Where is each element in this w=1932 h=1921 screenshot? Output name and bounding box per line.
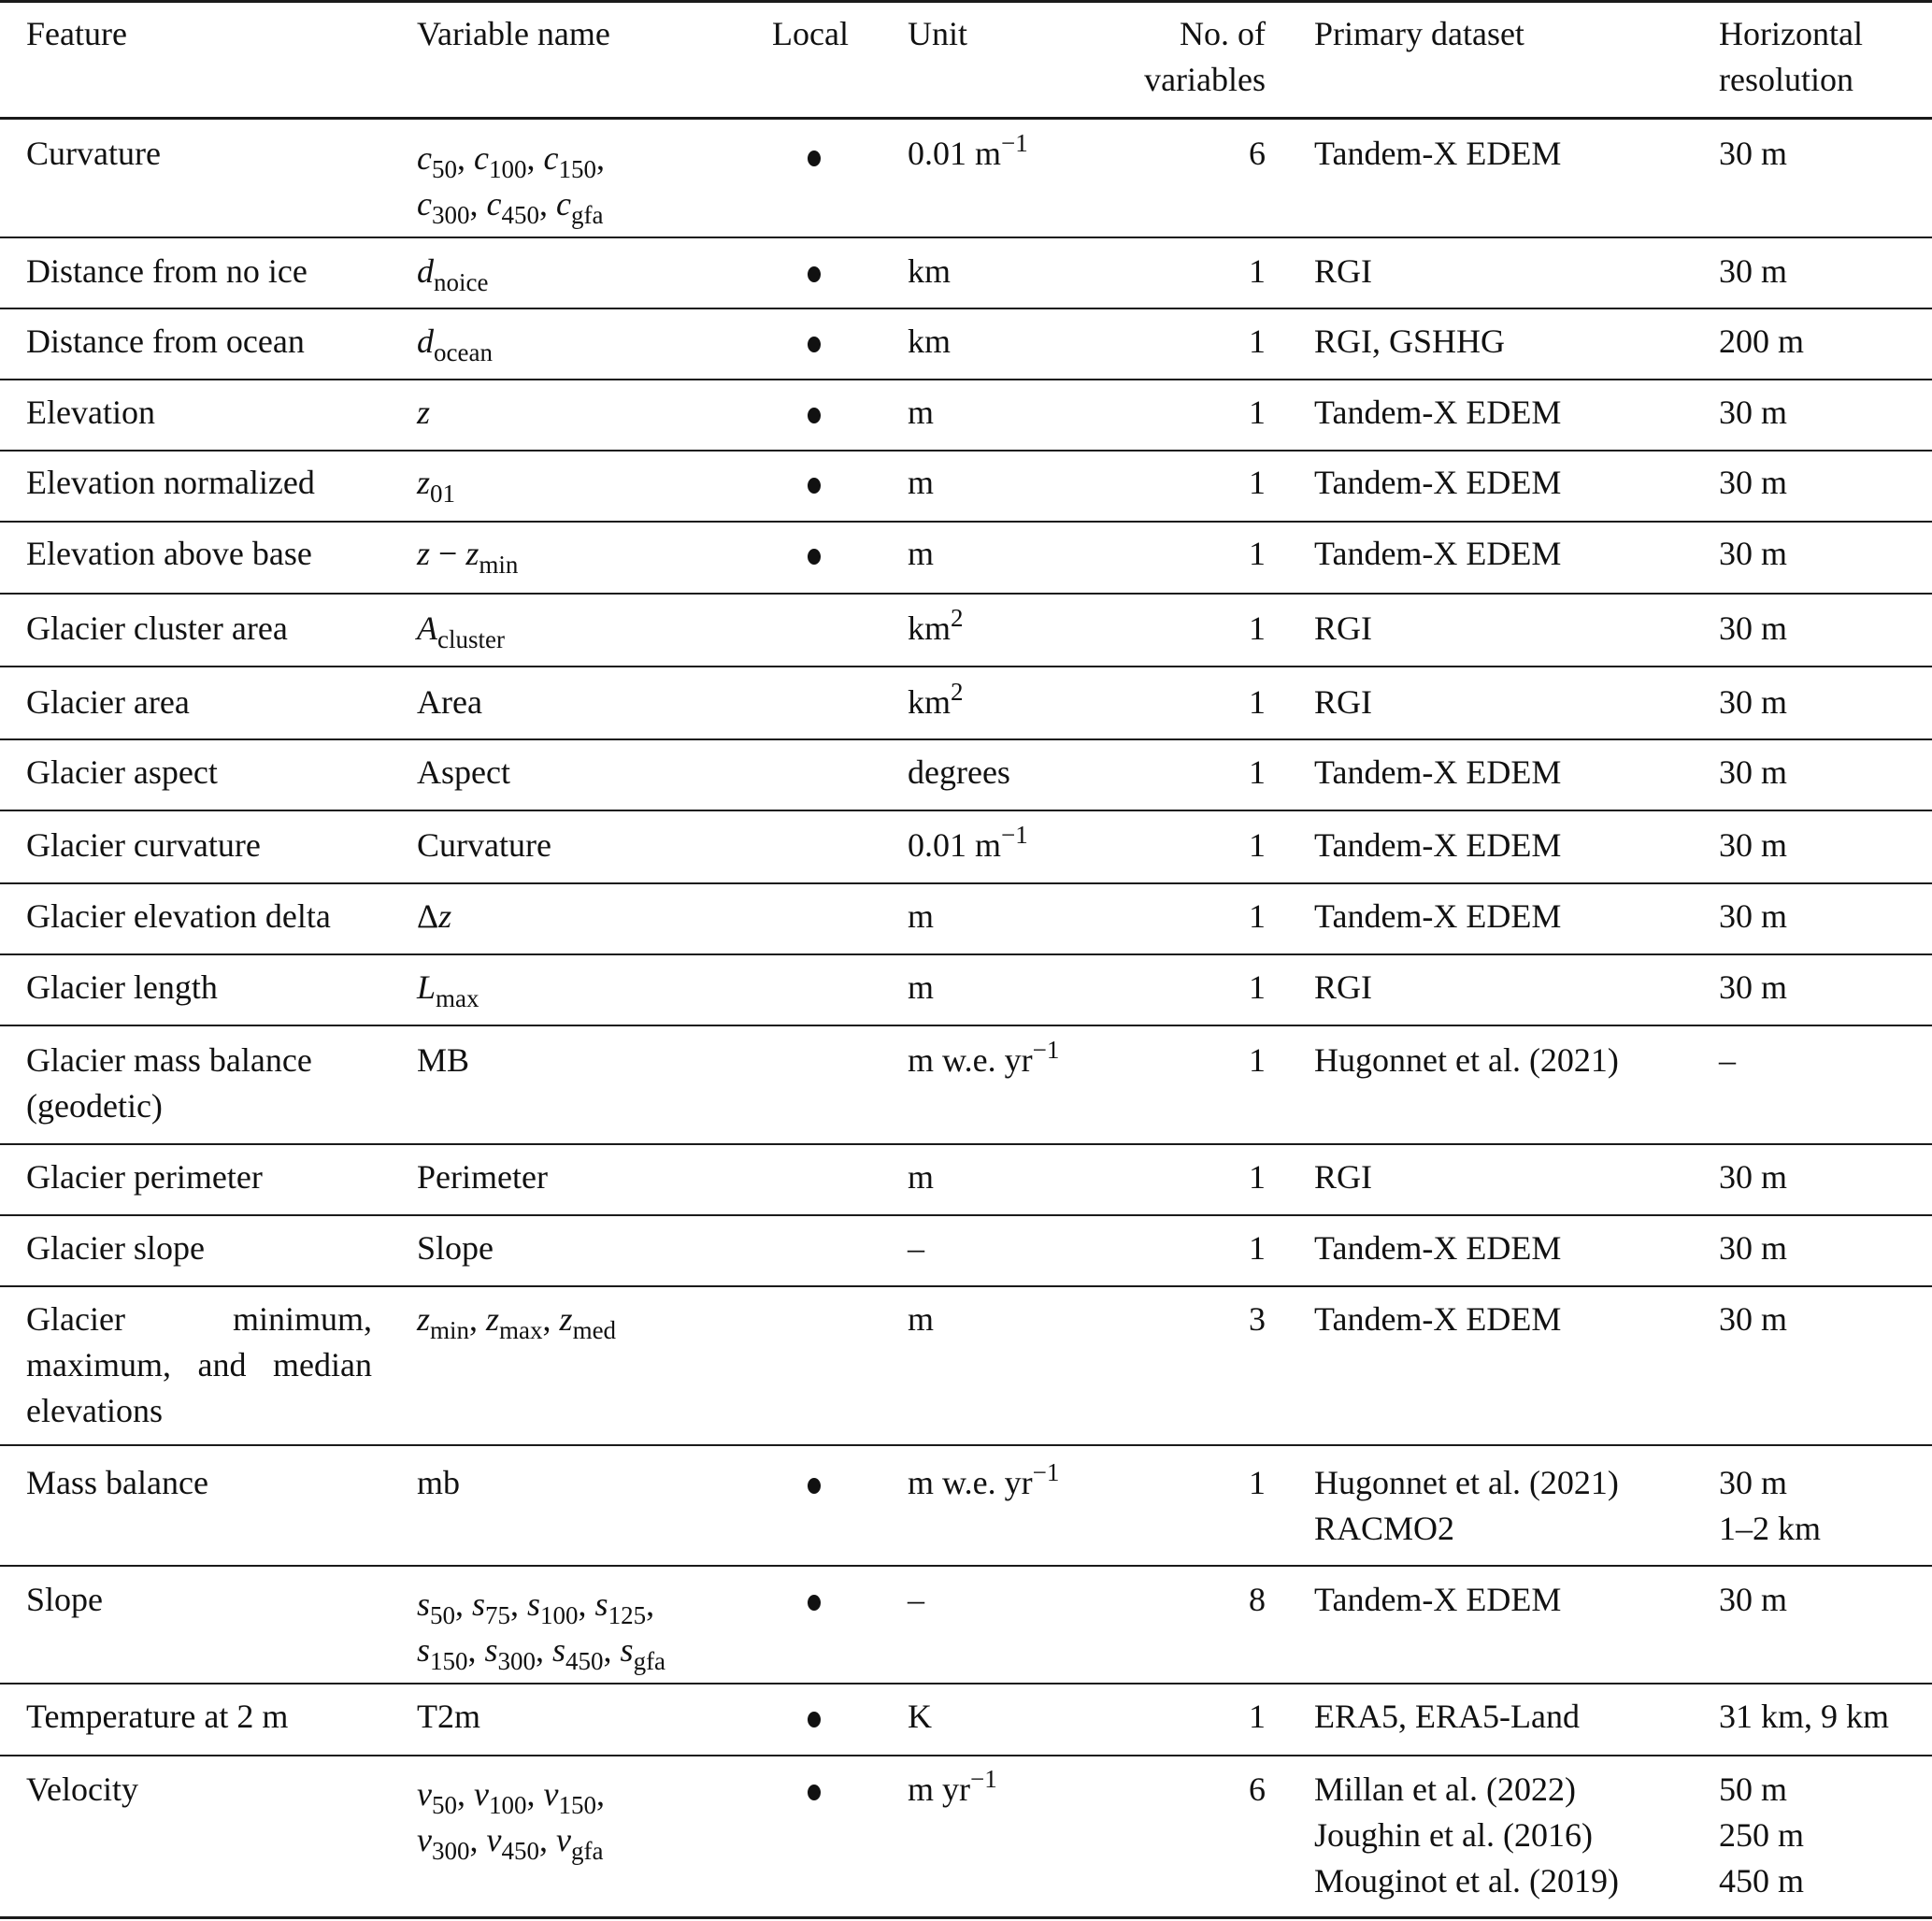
cell-feature: Distance from ocean [26, 323, 305, 360]
cell-resolution: 30 m 1–2 km [1719, 1464, 1822, 1547]
cell-unit: 0.01 $m^{-1}$ [908, 129, 1028, 172]
cell-unit: m [908, 1158, 935, 1196]
header-resolution-line2: resolution [1719, 61, 1853, 98]
row-divider [0, 1285, 1932, 1287]
local-marker-icon [808, 549, 821, 565]
row-divider [0, 379, 1932, 380]
cell-resolution: 30 m [1719, 394, 1788, 431]
cell-dataset: Tandem-X EDEM [1314, 826, 1562, 864]
cell-dataset: RGI [1314, 968, 1372, 1006]
cell-dataset: Tandem-X EDEM [1314, 1300, 1562, 1338]
cell-dataset: Millan et al. (2022) Joughin et al. (2016) Mouginot et al. (2019) [1314, 1770, 1619, 1899]
cell-dataset: Tandem-X EDEM [1314, 464, 1562, 501]
cell-feature: Elevation [26, 394, 155, 431]
cell-variable: Δz [417, 897, 452, 935]
cell-dataset: RGI [1314, 683, 1372, 721]
row-divider [0, 810, 1932, 811]
cell-feature: Glacier aspect [26, 753, 218, 791]
local-marker-icon [808, 478, 821, 494]
cell-count: 1 [1249, 897, 1266, 935]
row-divider [0, 1755, 1932, 1756]
cell-resolution: 200 m [1719, 323, 1805, 360]
row-divider [0, 1444, 1932, 1446]
cell-unit: km [908, 323, 952, 360]
cell-count: 1 [1249, 683, 1266, 721]
cell-resolution: 50 m 250 m 450 m [1719, 1770, 1805, 1899]
cell-dataset: RGI [1314, 1158, 1372, 1196]
cell-unit: m [908, 897, 935, 935]
cell-count: 1 [1249, 1041, 1266, 1079]
cell-unit: degrees [908, 753, 1010, 791]
row-divider [0, 882, 1932, 884]
cell-feature: Glacier curvature [26, 826, 261, 864]
cell-dataset: RGI, GSHHG [1314, 323, 1506, 360]
cell-variable: Slope [417, 1229, 494, 1267]
cell-count: 1 [1249, 826, 1266, 864]
header-count-line1: No. of [1180, 15, 1266, 52]
cell-resolution: 30 m [1719, 897, 1788, 935]
cell-variable: mb [417, 1464, 461, 1501]
cell-unit: $km^2$ [908, 604, 964, 647]
cell-variable: Perimeter [417, 1158, 548, 1196]
row-divider [0, 1565, 1932, 1567]
cell-variable: $c_{50}$, $c_{100}$, $c_{150}$, $c_{300}$, $c_{450}$, $c_{gfa}$ [417, 139, 605, 229]
cell-feature: Glacier mass balance (geodetic) [26, 1041, 312, 1125]
cell-variable: $A_{cluster}$ [417, 609, 505, 653]
cell-variable: $z_{min}$, $z_{max}$, $z_{med}$ [417, 1300, 617, 1344]
cell-variable: $d_{noice}$ [417, 252, 489, 296]
cell-variable: $v_{50}$, $v_{100}$, $v_{150}$, $v_{300}$, $v_{450}$, $v_{gfa}$ [417, 1775, 605, 1865]
cell-dataset: Tandem-X EDEM [1314, 1581, 1562, 1618]
cell-resolution: 30 m [1719, 1300, 1788, 1338]
cell-dataset: ERA5, ERA5-Land [1314, 1698, 1580, 1735]
cell-count: 1 [1249, 252, 1266, 290]
local-marker-icon [808, 266, 821, 282]
top-rule [0, 0, 1932, 3]
cell-count: 3 [1249, 1300, 1266, 1338]
bottom-rule [0, 1916, 1932, 1919]
cell-count: 1 [1249, 1698, 1266, 1735]
cell-feature: Glacier elevation delta [26, 897, 331, 935]
cell-resolution: 30 m [1719, 464, 1788, 501]
cell-count: 1 [1249, 323, 1266, 360]
row-divider [0, 593, 1932, 595]
cell-resolution: 30 m [1719, 1581, 1788, 1618]
header-resolution [1719, 11, 1863, 103]
cell-resolution: 30 m [1719, 535, 1788, 572]
cell-dataset: Tandem-X EDEM [1314, 394, 1562, 431]
cell-dataset: Hugonnet et al. (2021) RACMO2 [1314, 1464, 1619, 1547]
header-resolution-line1: Horizontal [1719, 15, 1863, 52]
cell-feature: Glacier perimeter [26, 1158, 263, 1196]
cell-resolution: 30 m [1719, 1229, 1788, 1267]
cell-count: 1 [1249, 464, 1266, 501]
cell-unit: m [908, 394, 935, 431]
local-marker-icon [808, 408, 821, 423]
cell-variable: $z - z_{min}$ [417, 535, 519, 579]
cell-count: 1 [1249, 968, 1266, 1006]
cell-count: 8 [1249, 1581, 1266, 1618]
cell-count: 1 [1249, 1158, 1266, 1196]
cell-variable: Aspect [417, 753, 510, 791]
local-marker-icon [808, 151, 821, 166]
header-feature: Feature [26, 15, 127, 52]
cell-unit: 0.01 $m^{-1}$ [908, 821, 1028, 864]
row-divider [0, 450, 1932, 452]
cell-feature: Glacier slope [26, 1229, 205, 1267]
row-divider [0, 738, 1932, 740]
cell-feature: Glacier area [26, 683, 190, 721]
cell-variable: z [417, 394, 431, 431]
cell-resolution: 30 m [1719, 968, 1788, 1006]
cell-feature: Velocity [26, 1770, 138, 1808]
cell-dataset: Tandem-X EDEM [1314, 1229, 1562, 1267]
cell-count: 1 [1249, 1464, 1266, 1501]
row-divider [0, 237, 1932, 238]
cell-unit: m $yr^{-1}$ [908, 1765, 997, 1808]
cell-feature: Curvature [26, 135, 161, 172]
cell-variable: T2m [417, 1698, 480, 1735]
cell-count: 1 [1249, 535, 1266, 572]
header-primary-dataset: Primary dataset [1314, 15, 1524, 52]
cell-count: 1 [1249, 1229, 1266, 1267]
cell-dataset: Tandem-X EDEM [1314, 897, 1562, 935]
cell-unit: m [908, 535, 935, 572]
cell-dataset: RGI [1314, 252, 1372, 290]
cell-dataset: Tandem-X EDEM [1314, 135, 1562, 172]
cell-resolution: 30 m [1719, 135, 1788, 172]
row-divider [0, 1025, 1932, 1026]
header-local: Local [772, 15, 849, 52]
local-marker-icon [808, 1785, 821, 1800]
local-marker-icon [808, 337, 821, 352]
cell-resolution: – [1719, 1041, 1736, 1079]
cell-unit: m w.e. $yr^{-1}$ [908, 1458, 1060, 1501]
header-unit: Unit [908, 15, 968, 52]
cell-feature: Slope [26, 1581, 104, 1618]
row-divider [0, 1214, 1932, 1216]
cell-feature: Temperature at 2 m [26, 1698, 289, 1735]
cell-resolution: 31 km, 9 km [1719, 1698, 1890, 1735]
header-count-line2: variables [1144, 61, 1266, 98]
cell-count: 6 [1249, 135, 1266, 172]
cell-resolution: 30 m [1719, 252, 1788, 290]
local-marker-icon [808, 1595, 821, 1611]
cell-resolution: 30 m [1719, 609, 1788, 647]
cell-dataset: Hugonnet et al. (2021) [1314, 1041, 1619, 1079]
row-divider [0, 666, 1932, 667]
row-divider [0, 1683, 1932, 1684]
cell-unit: m w.e. $yr^{-1}$ [908, 1036, 1060, 1079]
row-divider [0, 953, 1932, 955]
cell-feature: Glacier minimum, maximum, and median elevations [26, 1300, 372, 1429]
cell-resolution: 30 m [1719, 826, 1788, 864]
cell-resolution: 30 m [1719, 1158, 1788, 1196]
cell-count: 1 [1249, 394, 1266, 431]
cell-unit: m [908, 464, 935, 501]
cell-variable: $z_{01}$ [417, 464, 456, 508]
cell-unit: m [908, 968, 935, 1006]
cell-feature: Elevation above base [26, 535, 312, 572]
row-divider [0, 308, 1932, 309]
cell-variable: $s_{50}$, $s_{75}$, $s_{100}$, $s_{125}$, $s_{150}$, $s_{300}$, $s_{450}$, $s_{gfa}$ [417, 1585, 666, 1675]
cell-feature: Elevation normalized [26, 464, 315, 501]
cell-resolution: 30 m [1719, 683, 1788, 721]
cell-resolution: 30 m [1719, 753, 1788, 791]
cell-variable: Area [417, 683, 482, 721]
header-rule [0, 117, 1932, 120]
local-marker-icon [808, 1712, 821, 1727]
row-divider [0, 1143, 1932, 1145]
cell-unit: m [908, 1300, 935, 1338]
cell-unit: km [908, 252, 952, 290]
cell-unit: K [908, 1698, 932, 1735]
cell-variable: $L_{max}$ [417, 968, 479, 1012]
cell-dataset: RGI [1314, 609, 1372, 647]
cell-feature: Glacier length [26, 968, 218, 1006]
cell-variable: Curvature [417, 826, 551, 864]
cell-count: 1 [1249, 753, 1266, 791]
cell-unit: – [908, 1229, 924, 1267]
cell-dataset: Tandem-X EDEM [1314, 535, 1562, 572]
local-marker-icon [808, 1478, 821, 1494]
cell-feature: Glacier cluster area [26, 609, 288, 647]
cell-feature: Mass balance [26, 1464, 208, 1501]
cell-unit: – [908, 1581, 924, 1618]
header-variable-name: Variable name [417, 15, 610, 52]
header-count [1079, 11, 1266, 103]
cell-count: 6 [1249, 1770, 1266, 1808]
cell-variable: MB [417, 1041, 470, 1079]
row-divider [0, 521, 1932, 523]
cell-feature: Distance from no ice [26, 252, 308, 290]
cell-unit: $km^2$ [908, 678, 964, 721]
cell-variable: $d_{ocean}$ [417, 323, 493, 366]
cell-count: 1 [1249, 609, 1266, 647]
cell-dataset: Tandem-X EDEM [1314, 753, 1562, 791]
